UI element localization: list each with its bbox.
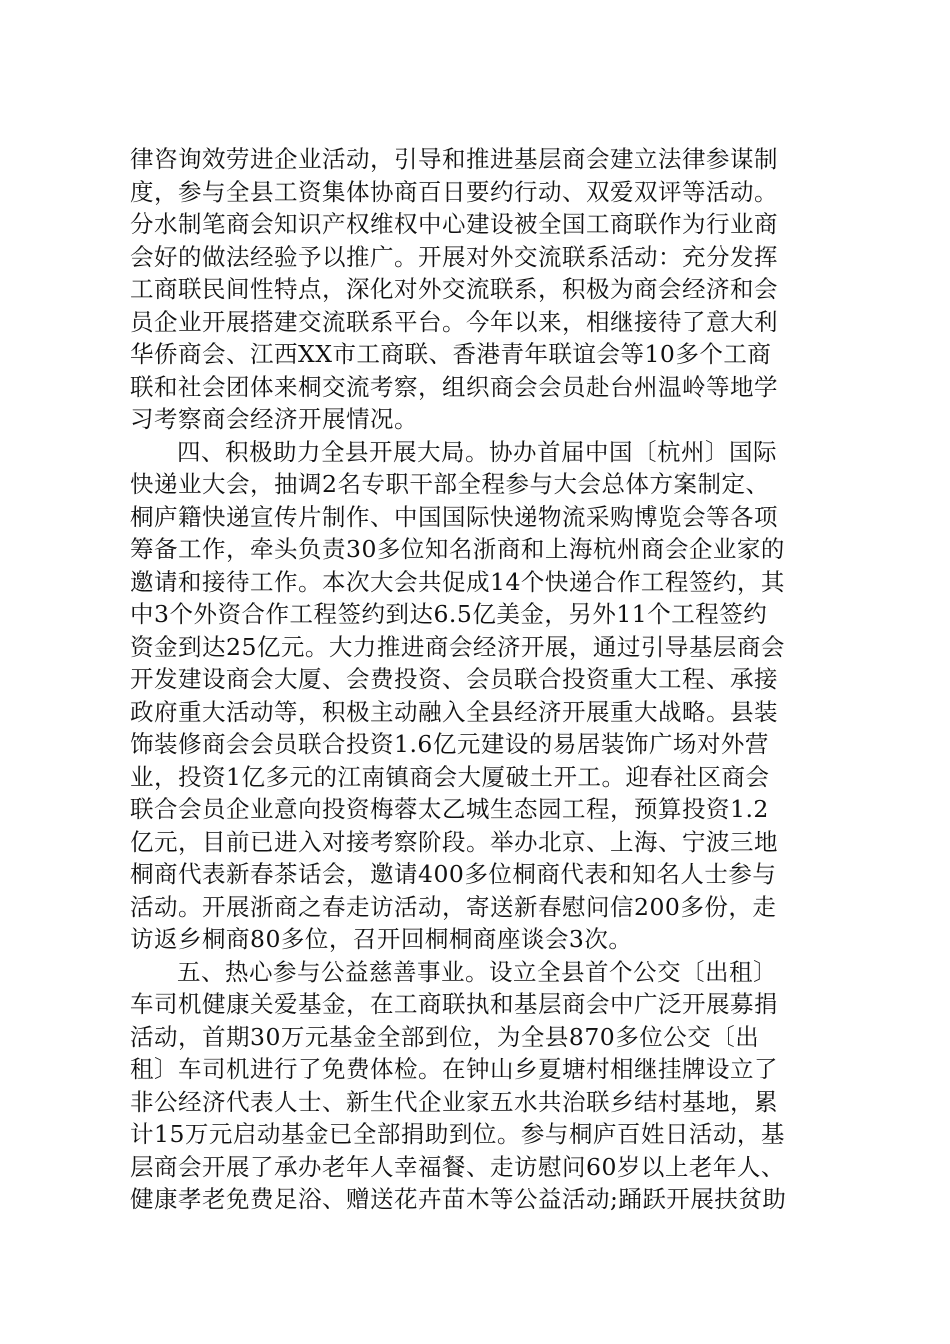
text-line: 律咨询效劳进企业活动，引导和推进基层商会建立法律参谋制 (130, 145, 778, 173)
text-line: 邀请和接待工作。本次大会共促成14个快递合作工程签约，其 (130, 567, 785, 596)
text-line: 车司机健康关爱基金，在工商联执和基层商会中广泛开展募捐 (130, 990, 778, 1018)
text-line: 租〕车司机进行了免费体检。在钟山乡夏塘村相继挂牌设立了 (130, 1055, 778, 1083)
text-line: 华侨商会、江西XX市工商联、香港青年联谊会等10多个工商 (130, 340, 772, 368)
paragraph-legal-and-exchange (130, 143, 830, 436)
text-line: 快递业大会，抽调2名专职干部全程参与大会总体方案制定、 (130, 470, 770, 498)
text-line: 四、积极助力全县开展大局。协办首届中国〔杭州〕国际 (177, 437, 777, 466)
text-line: 习考察商会经济开展情况。 (130, 405, 418, 433)
text-line: 度，参与全县工资集体协商百日要约行动、双爱双评等活动。 (130, 177, 778, 206)
paragraph-section-four (130, 436, 830, 956)
text-line: 员企业开展搭建交流联系平台。今年以来，相继接待了意大利 (130, 307, 778, 336)
text-line: 筹备工作，牵头负责30多位知名浙商和上海杭州商会企业家的 (130, 535, 785, 563)
text-line: 业，投资1亿多元的江南镇商会大厦破土开工。迎春社区商会 (130, 762, 770, 791)
text-line: 开发建设商会大厦、会费投资、会员联合投资重大工程、承接 (130, 665, 778, 693)
text-line: 政府重大活动等，积极主动融入全县经济开展重大战略。县装 (130, 697, 778, 726)
body-text (130, 143, 830, 1216)
text-line: 层商会开展了承办老年人幸福餐、走访慰问60岁以上老年人、 (130, 1152, 785, 1181)
text-line: 中3个外资合作工程签约到达6.5亿美金，另外11个工程签约 (130, 600, 768, 628)
text-line: 非公经济代表人士、新生代企业家五水共治联乡结村基地，累 (130, 1087, 778, 1116)
text-line: 联和社会团体来桐交流考察，组织商会会员赴台州温岭等地学 (130, 372, 778, 401)
text-line: 桐商代表新春茶话会，邀请400多位桐商代表和知名人士参与 (130, 860, 777, 888)
text-line: 资金到达25亿元。大力推进商会经济开展，通过引导基层商会 (130, 632, 785, 661)
text-line: 工商联民间性特点，深化对外交流联系，积极为商会经济和会 (130, 275, 778, 303)
text-line: 计15万元启动基金已全部捐助到位。参与桐庐百姓日活动，基 (130, 1120, 785, 1148)
text-line: 联合会员企业意向投资梅蓉太乙城生态园工程，预算投资1.2 (130, 795, 769, 823)
text-line: 饰装修商会会员联合投资1.6亿元建设的易居装饰广场对外营 (130, 730, 769, 758)
text-line: 分水制笔商会知识产权维权中心建设被全国工商联作为行业商 (130, 210, 778, 238)
paragraph-section-five (130, 956, 830, 1216)
text-line: 健康孝老免费足浴、赠送花卉苗木等公益活动;踊跃开展扶贫助 (130, 1185, 787, 1213)
text-line: 亿元，目前已进入对接考察阶段。举办北京、上海、宁波三地 (130, 827, 778, 856)
text-line: 桐庐籍快递宣传片制作、中国国际快递物流采购博览会等各项 (130, 502, 778, 531)
text-line: 会好的做法经验予以推广。开展对外交流联系活动：充分发挥 (130, 242, 778, 271)
text-line: 活动。开展浙商之春走访活动，寄送新春慰问信200多份，走 (130, 892, 777, 921)
text-line: 五、热心参与公益慈善事业。设立全县首个公交〔出租〕 (177, 957, 777, 986)
text-line: 访返乡桐商80多位，召开回桐桐商座谈会3次。 (130, 925, 633, 953)
text-line: 活动，首期30万元基金全部到位，为全县870多位公交〔出 (130, 1022, 760, 1051)
